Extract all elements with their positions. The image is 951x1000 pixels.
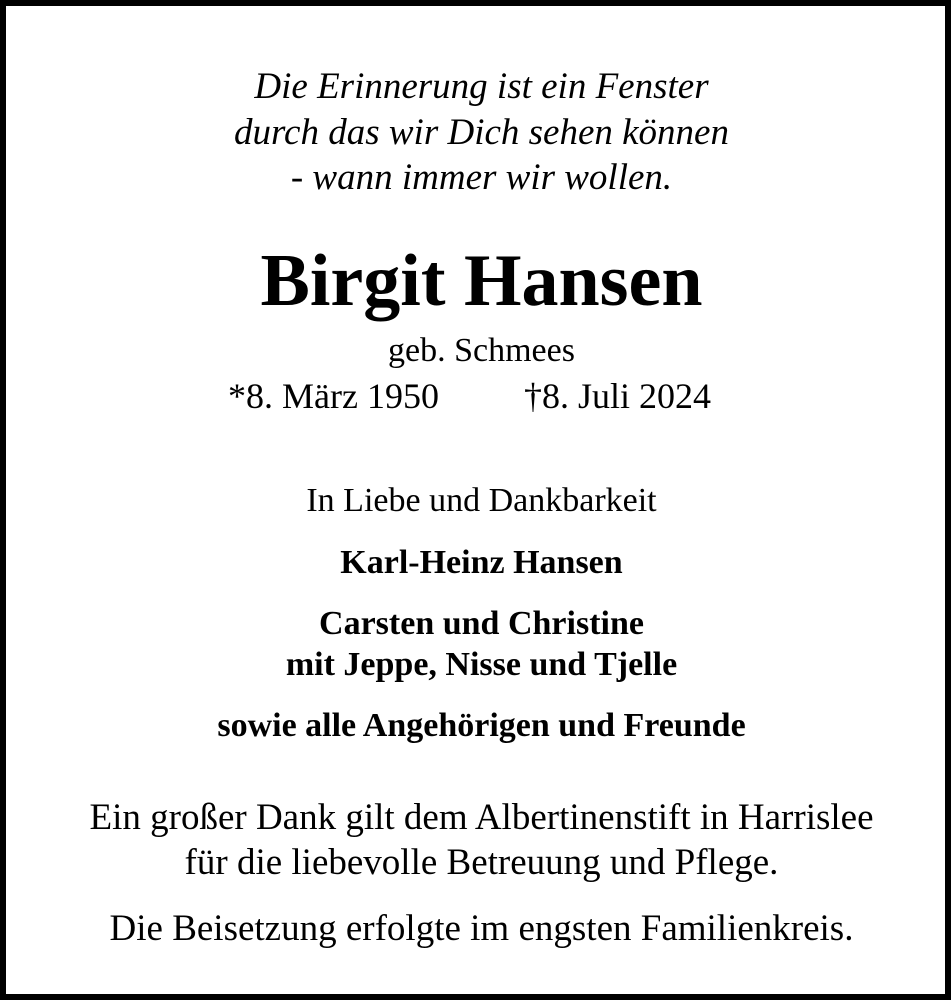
- mourner-others: sowie alle Angehörigen und Freunde: [217, 707, 746, 744]
- birth-date: *8. März 1950: [228, 376, 439, 416]
- mourners-intro: In Liebe und Dankbarkeit: [306, 482, 657, 519]
- mourner-children-line-2: mit Jeppe, Nisse und Tjelle: [285, 646, 678, 683]
- birth-name: geb. Schmees: [388, 332, 575, 369]
- death-date: †8. Juli 2024: [524, 376, 712, 416]
- deceased-name: Birgit Hansen: [260, 240, 703, 322]
- mourner-spouse: Karl-Heinz Hansen: [340, 544, 623, 581]
- funeral-note: Die Beisetzung erfolgte im engsten Familienkreis.: [109, 908, 854, 949]
- thanks-line-1: Ein großer Dank gilt dem Albertinenstift in Harrislee: [89, 797, 874, 838]
- mourner-children-line-1: Carsten und Christine: [319, 605, 644, 642]
- motto-line-2: durch das wir Dich sehen können: [234, 112, 729, 153]
- motto-line-3: - wann immer wir wollen.: [290, 157, 673, 198]
- thanks-line-2: für die liebevolle Betreuung und Pflege.: [184, 842, 779, 883]
- motto-line-1: Die Erinnerung ist ein Fenster: [254, 66, 709, 107]
